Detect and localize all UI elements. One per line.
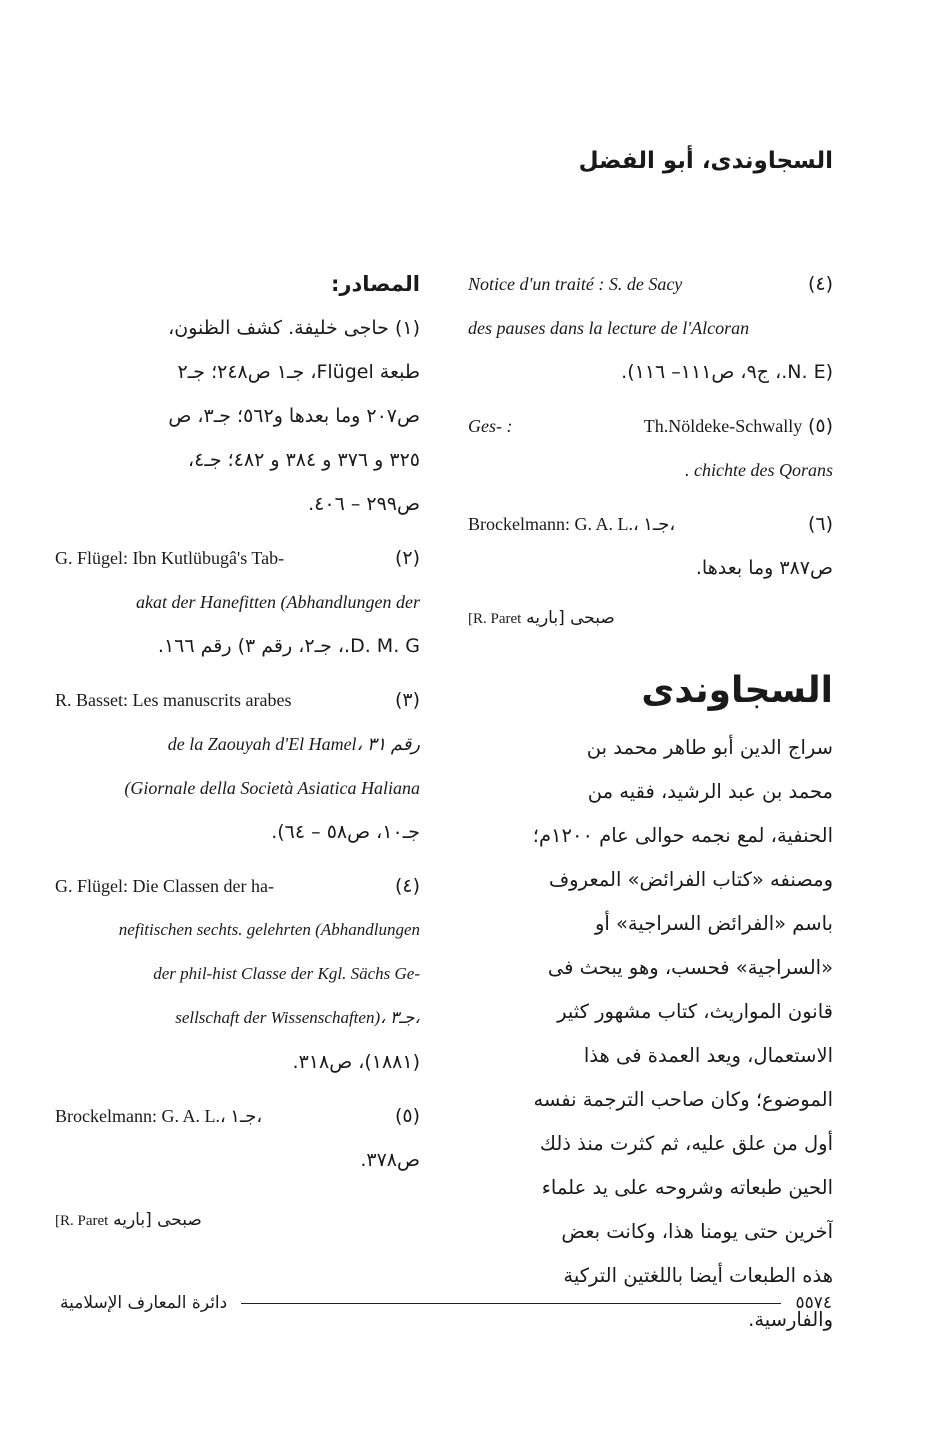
- author-signature: [R. Paret صبحى [باريه: [468, 608, 615, 628]
- ref-line: nefitischen sechts. gelehrten (Abhandlungen: [118, 920, 420, 939]
- ref-line: Brockelmann: G. A. L.، جـ١، (٥): [55, 1105, 420, 1127]
- ref-line: (N. E.، ج٩، ص١١١– ١١٦).: [621, 361, 833, 383]
- text-line: ومصنفه «كتاب الفرائض» المعروف: [548, 868, 833, 891]
- entry-body: [468, 726, 833, 1342]
- text-line: الاستعمال، ويعد العمدة فى هذا: [583, 1044, 833, 1067]
- running-head: السجاوندى، أبو الفضل: [578, 148, 833, 174]
- page-footer: [60, 1288, 832, 1318]
- ref-line: D. M. G.، جـ٢، رقم ٣) رقم ١٦٦.: [157, 635, 420, 657]
- left-column: [55, 262, 420, 1238]
- author-signature: [R. Paret صبحى [باريه: [55, 1210, 202, 1230]
- text-line: هذه الطبعات أيضا باللغتين التركية: [563, 1264, 833, 1287]
- ref-line: جـ١٠، ص٥٨ – ٦٤).: [271, 821, 420, 843]
- text-line: الحنفية، لمع نجمه حوالى عام ١٢٠٠م؛: [532, 824, 833, 847]
- entry-title: السجاوندى: [641, 670, 833, 711]
- ref-line: des pauses dans la lecture de l'Alcoran: [468, 318, 750, 338]
- text-line: ٣٢٥ و ٣٧٦ و ٣٨٤ و ٤٨٢؛ جـ٤،: [187, 449, 420, 471]
- ref-line: ص٣٨٧ وما بعدها.: [695, 557, 833, 579]
- right-column: [468, 262, 833, 1342]
- ref-line: Ges- : Th.Nöldeke-Schwally (٥): [468, 414, 833, 437]
- text-line: باسم «الفرائض السراجية» أو: [594, 912, 833, 935]
- encyclopedia-name: دائرة المعارف الإسلامية: [60, 1293, 228, 1313]
- text-line: قانون المواريث، كتاب مشهور كثير: [557, 1000, 833, 1023]
- ref-line: R. Basset: Les manuscrits arabes (٣): [55, 689, 420, 711]
- text-line: محمد بن عبد الرشيد، فقيه من: [587, 780, 833, 803]
- ref-line: ص٣٧٨.: [360, 1149, 420, 1171]
- page-number: ٥٥٧٤: [795, 1293, 832, 1313]
- footer-rule: [241, 1303, 781, 1304]
- ref-line: sellschaft der Wissenschaften)، جـ٣،: [175, 1008, 420, 1027]
- ref-line: de la Zaouyah d'El Hamel، رقم ٣١: [167, 734, 420, 754]
- text-line: الحين طبعاته وشروحه على يد علماء: [541, 1176, 833, 1199]
- text-line: ص٢٩٩ – ٤٠٦.: [308, 493, 420, 515]
- ref-line: (Giornale della Società Asiatica Haliana: [124, 778, 420, 798]
- reference-1: [55, 306, 420, 526]
- text-line: الموضوع؛ وكان صاحب الترجمة نفسه: [533, 1088, 833, 1111]
- ref-line: der phil-hist Classe der Kgl. Sächs Ge-: [153, 964, 420, 983]
- ref-line: Brockelmann: G. A. L.، جـ١، (٦): [468, 513, 833, 535]
- text-line: والفارسية.: [748, 1308, 833, 1331]
- ref-line: G. Flügel: Die Classen der ha- (٤): [55, 875, 420, 897]
- ref-line: G. Flügel: Ibn Kutlübugâ's Tab- (٢): [55, 547, 420, 569]
- ref-line: akat der Hanefitten (Abhandlungen der: [136, 592, 420, 612]
- text-line: «السراجية» فحسب، وهو يبحث فى: [547, 956, 833, 979]
- ref-line: Notice d'un traité : S. de Sacy (٤): [468, 273, 833, 295]
- text-line: آخرين حتى يومنا هذا، وكانت بعض: [561, 1220, 833, 1243]
- ref-line: (١٨٨١)، ص٣١٨.: [292, 1051, 420, 1073]
- text-line: سراج الدين أبو طاهر محمد بن: [586, 736, 833, 759]
- text-line: (١) حاجى خليفة. كشف الظنون،: [168, 317, 420, 339]
- text-line: ص٢٠٧ وما بعدها و٥٦٢؛ جـ٣، ص: [168, 405, 420, 427]
- text-line: أول من علق عليه، ثم كثرت منذ ذلك: [539, 1132, 833, 1155]
- ref-line: . chichte des Qorans: [685, 460, 833, 480]
- sources-heading: المصادر:: [330, 272, 420, 296]
- text-line: طبعة Flügel، جـ١ ص٢٤٨؛ جـ٢: [177, 361, 420, 383]
